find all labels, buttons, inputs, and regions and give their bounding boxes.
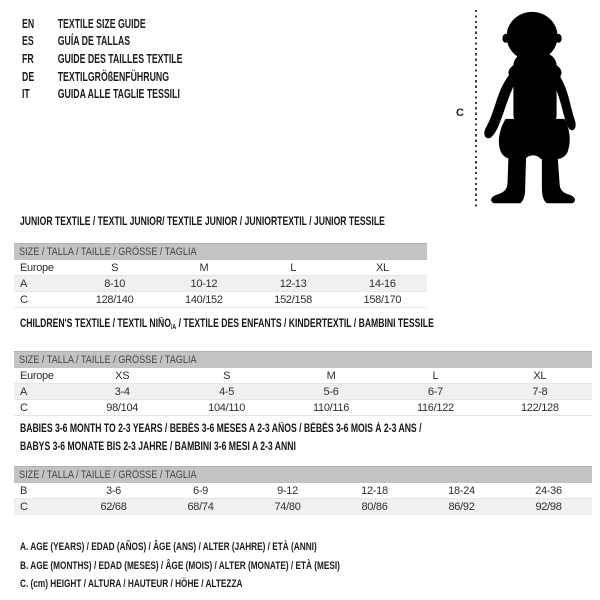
table-row (14, 292, 427, 308)
size-cell: 12-18 (361, 484, 388, 497)
size-header-bar (14, 466, 592, 483)
children-section-title-text: CHILDREN'S TEXTILE / TEXTIL $NIÑO_{/A}$ / TEXTILE DES ENFANTS / KINDERTEXTIL / BAMBINI TESSILE (20, 318, 434, 331)
size-header-bar (14, 243, 427, 260)
table-row (14, 368, 592, 384)
row-label: A (20, 277, 28, 290)
size-cell: XL (375, 261, 389, 274)
table-row (14, 400, 592, 416)
junior-section-title-text: JUNIOR TEXTILE / TEXTIL JUNIOR/ TEXTILE JUNIOR / JUNIORTEXTIL / JUNIOR TESSILE (20, 216, 385, 228)
size-cell: 4-5 (219, 385, 235, 398)
language-title-block (22, 15, 251, 103)
size-cell: M (326, 369, 336, 382)
row-label: Europe (20, 261, 54, 274)
size-cell: 3-6 (106, 484, 121, 497)
size-cell: S (111, 261, 119, 274)
height-measure-label: C (456, 107, 464, 119)
size-cell: 24-36 (535, 484, 562, 497)
table-row (14, 260, 427, 276)
legend-line-b (20, 557, 447, 576)
size-cell: 116/122 (416, 401, 454, 414)
lang-row-de (22, 68, 182, 86)
babies-section-title (20, 423, 555, 454)
size-cell: M (199, 261, 209, 274)
legend-text: C. (cm) HEIGHT / ALTURA / HAUTEUR / HÖHE / ALTEZZA (20, 578, 243, 591)
size-cell: 92/98 (535, 500, 562, 513)
lang-row-it (22, 85, 182, 103)
size-cell: 9-12 (277, 484, 298, 497)
size-cell: 12-13 (279, 277, 307, 290)
lang-title: GUÍA DE TALLAS (57, 34, 131, 49)
size-cell: 158/170 (363, 293, 402, 306)
lang-code: ES (22, 34, 34, 49)
row-label: Europe (20, 369, 54, 382)
size-cell: 98/104 (106, 401, 139, 414)
junior-section-title (20, 216, 506, 229)
size-cell: 14-16 (369, 277, 396, 290)
size-cell: 140/152 (185, 293, 223, 306)
lang-code: IT (22, 87, 30, 102)
size-cell: S (223, 369, 231, 382)
size-cell: 18-24 (448, 484, 475, 497)
lang-title: GUIDA ALLE TAGLIE TESSILI (57, 87, 180, 102)
size-header-label: SIZE / TALLA / TAILLE / GRÖSSE / TAGLIA (19, 469, 197, 481)
size-cell: 74/80 (274, 500, 301, 513)
junior-size-table (14, 243, 427, 308)
size-header-label: SIZE / TALLA / TAILLE / GRÖSSE / TAGLIA (19, 246, 197, 258)
size-header-label: SIZE / TALLA / TAILLE / GRÖSSE / TAGLIA (19, 354, 197, 366)
lang-title: TEXTILGRÖßENFÜHRUNG (57, 69, 170, 84)
lang-title: GUIDE DES TAILLES TEXTILE (57, 51, 183, 66)
size-cell: 68/74 (187, 500, 214, 513)
lang-row-fr (22, 50, 182, 68)
measurement-legend (20, 538, 447, 594)
legend-text: A. AGE (YEARS) / EDAD (AÑOS) / ÂGE (ANS) / ALTER (JAHRE) / ETÀ (ANNI) (20, 541, 317, 554)
lang-title: TEXTILE SIZE GUIDE (57, 16, 146, 31)
size-cell: L (290, 261, 297, 274)
size-cell: 10-12 (190, 277, 218, 290)
size-cell: 80/86 (361, 500, 388, 513)
size-cell: 62/68 (100, 500, 127, 513)
size-cell: 104/110 (208, 401, 246, 414)
size-cell: 3-4 (114, 385, 130, 398)
legend-text: B. AGE (MONTHS) / EDAD (MESES) / ÂGE (MOIS) / ALTER (MONATE) / ETÀ (MESI) (20, 559, 340, 572)
size-cell: XL (533, 369, 547, 382)
table-row (14, 483, 592, 499)
size-cell: L (432, 369, 439, 382)
size-cell: 122/128 (520, 401, 559, 414)
lang-row-en (22, 15, 182, 33)
table-row (14, 276, 427, 292)
legend-line-a (20, 538, 447, 557)
row-label: A (20, 385, 28, 398)
size-header-bar (14, 351, 592, 368)
size-cell: 86/92 (448, 500, 475, 513)
row-label: C (20, 401, 28, 414)
row-label: C (20, 500, 28, 513)
table-row (14, 384, 592, 400)
row-label: C (20, 293, 28, 306)
size-cell: 152/158 (274, 293, 312, 306)
toddler-silhouette-icon (482, 8, 588, 210)
size-cell: 6-7 (427, 385, 443, 398)
size-cell: XS (115, 369, 130, 382)
size-cell: 6-9 (193, 484, 208, 497)
subscript: /A (170, 324, 177, 331)
row-label: B (20, 484, 28, 497)
lang-code: FR (22, 51, 34, 66)
children-size-table (14, 351, 592, 416)
height-dotted-line (475, 10, 477, 208)
table-row (14, 499, 592, 515)
children-section-title (20, 318, 572, 334)
babies-section-title-line1: BABIES 3-6 MONTH TO 2-3 YEARS / BEBÉS 3-6 MESES A 2-3 AÑOS / BÉBÉS 3-6 MOIS À 2-3 ANS / (20, 423, 422, 435)
size-cell: 128/140 (95, 293, 134, 306)
size-cell: 5-6 (323, 385, 339, 398)
legend-line-c (20, 575, 447, 594)
lang-code: DE (22, 69, 35, 84)
lang-row-es (22, 33, 182, 51)
lang-code: EN (22, 16, 35, 31)
babies-size-table (14, 466, 592, 515)
size-cell: 7-8 (532, 385, 548, 398)
babies-section-title-line2: BABYS 3-6 MONATE BIS 2-3 JAHRE / BAMBINI 3-6 MESI A 2-3 ANNI (20, 441, 296, 453)
size-cell: 8-10 (104, 277, 126, 290)
size-cell: 110/116 (313, 401, 350, 414)
